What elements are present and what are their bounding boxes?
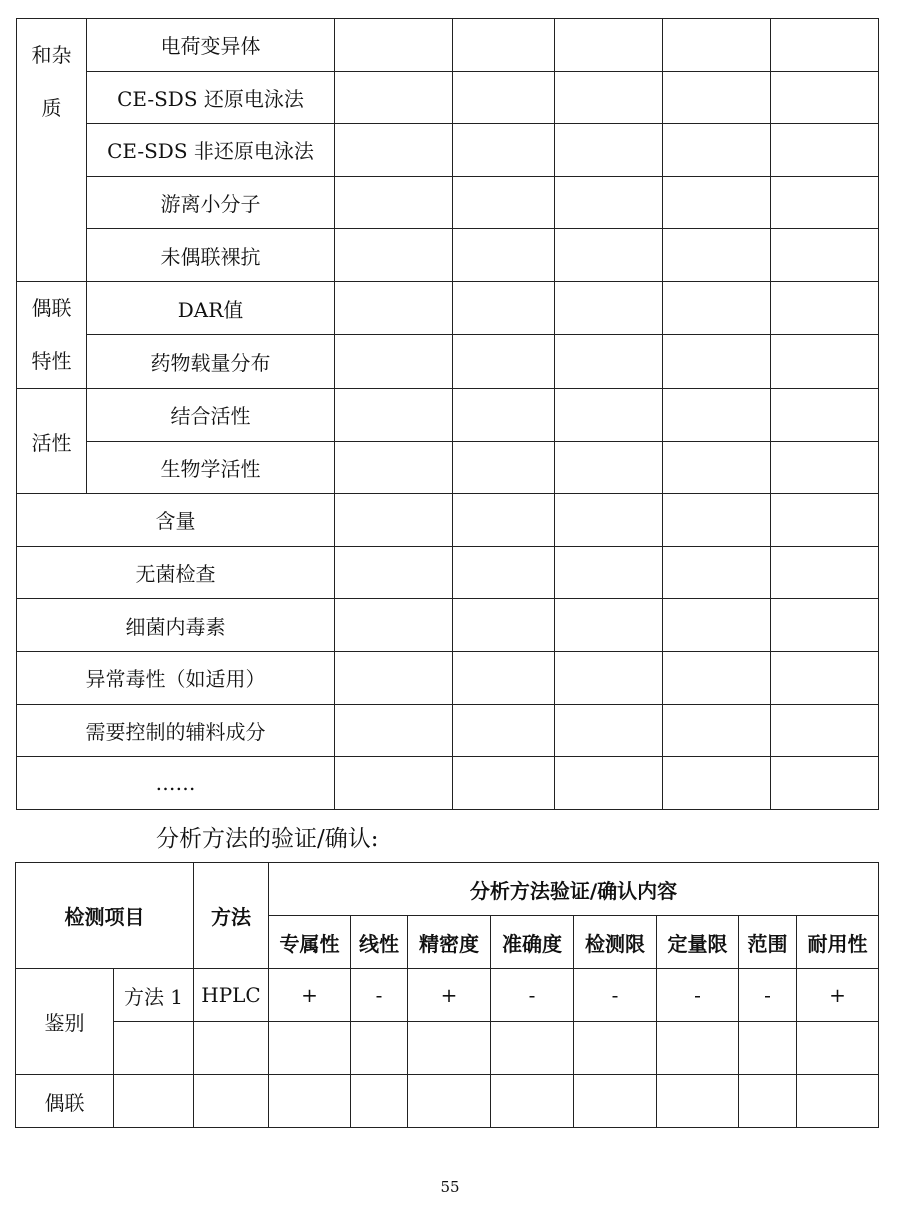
empty-cell (335, 599, 453, 652)
item-bioactivity: 生物学活性 (87, 441, 335, 494)
item-binding-activity: 结合活性 (87, 388, 335, 441)
empty-cell (555, 124, 663, 177)
empty-cell (663, 599, 771, 652)
empty-cell (555, 757, 663, 810)
row-identification: 鉴别 (16, 969, 114, 1075)
header-precision: 精密度 (408, 916, 491, 969)
empty-cell (453, 546, 555, 599)
empty-cell (555, 176, 663, 229)
empty-cell (771, 651, 879, 704)
empty-cell (663, 229, 771, 282)
empty-cell (335, 335, 453, 389)
empty-cell (269, 1022, 351, 1075)
empty-cell (797, 1022, 879, 1075)
empty-cell (771, 281, 879, 335)
empty-cell (663, 124, 771, 177)
empty-cell (771, 176, 879, 229)
section-caption: 分析方法的验证/确认: (156, 826, 379, 852)
item-sterility: 无菌检查 (17, 546, 335, 599)
empty-cell (351, 1075, 408, 1128)
empty-cell (739, 1075, 797, 1128)
empty-cell (663, 546, 771, 599)
empty-cell (771, 441, 879, 494)
empty-cell (771, 388, 879, 441)
group-impurity-line2: 质 (41, 96, 62, 120)
empty-cell (408, 1022, 491, 1075)
group-conjugation-line1: 偶联 (31, 295, 72, 320)
empty-cell (771, 71, 879, 124)
empty-cell (555, 599, 663, 652)
empty-cell (335, 281, 453, 335)
empty-cell (574, 1075, 657, 1128)
empty-cell (663, 441, 771, 494)
empty-cell (453, 651, 555, 704)
empty-cell (453, 441, 555, 494)
empty-cell (269, 1075, 351, 1128)
group-impurity-line1: 和杂 (31, 43, 72, 67)
empty-cell (657, 1022, 739, 1075)
empty-cell (194, 1075, 269, 1128)
empty-cell (555, 441, 663, 494)
empty-cell (453, 124, 555, 177)
header-specificity: 专属性 (269, 916, 351, 969)
empty-cell (771, 229, 879, 282)
header-validation-content: 分析方法验证/确认内容 (269, 863, 879, 916)
item-excipients: 需要控制的辅料成分 (17, 704, 335, 757)
empty-cell (491, 1075, 574, 1128)
empty-cell (555, 19, 663, 72)
empty-cell (453, 335, 555, 389)
empty-cell (574, 1022, 657, 1075)
empty-cell (335, 494, 453, 547)
item-ce-sds-nonreduced: CE-SDS 非还原电泳法 (87, 124, 335, 177)
empty-cell (335, 19, 453, 72)
header-accuracy: 准确度 (491, 916, 574, 969)
empty-cell (453, 494, 555, 547)
empty-cell (335, 704, 453, 757)
empty-cell (335, 441, 453, 494)
row-conjugation: 偶联 (16, 1075, 114, 1128)
empty-cell (771, 704, 879, 757)
empty-cell (335, 176, 453, 229)
group-activity-cell: 活性 (17, 388, 87, 493)
empty-cell (771, 757, 879, 810)
value-detection-limit: - (574, 969, 657, 1022)
empty-cell (453, 757, 555, 810)
empty-cell (335, 71, 453, 124)
empty-cell (663, 335, 771, 389)
empty-cell (335, 546, 453, 599)
item-drug-load-distribution: 药物载量分布 (87, 335, 335, 389)
empty-cell (663, 71, 771, 124)
item-dar: DAR值 (87, 281, 335, 335)
item-free-small-molecule: 游离小分子 (87, 176, 335, 229)
item-ce-sds-reduced: CE-SDS 还原电泳法 (87, 71, 335, 124)
empty-cell (351, 1022, 408, 1075)
empty-cell (663, 651, 771, 704)
empty-cell (114, 1022, 194, 1075)
empty-cell (663, 19, 771, 72)
header-detection-limit: 检测限 (574, 916, 657, 969)
method1-tech: HPLC (194, 969, 269, 1022)
empty-cell (555, 704, 663, 757)
empty-cell (657, 1075, 739, 1128)
item-endotoxin: 细菌内毒素 (17, 599, 335, 652)
empty-cell (555, 546, 663, 599)
empty-cell (555, 229, 663, 282)
header-linearity: 线性 (351, 916, 408, 969)
empty-cell (771, 599, 879, 652)
item-abnormal-toxicity: 异常毒性（如适用） (17, 651, 335, 704)
page-number: 55 (440, 1178, 460, 1196)
empty-cell (491, 1022, 574, 1075)
header-range: 范围 (739, 916, 797, 969)
empty-cell (555, 71, 663, 124)
item-unconjugated-antibody: 未偶联裸抗 (87, 229, 335, 282)
empty-cell (335, 229, 453, 282)
empty-cell (771, 19, 879, 72)
value-robustness: + (797, 969, 879, 1022)
value-precision: + (408, 969, 491, 1022)
header-robustness: 耐用性 (797, 916, 879, 969)
empty-cell (335, 388, 453, 441)
item-ellipsis: …… (17, 757, 335, 810)
empty-cell (555, 494, 663, 547)
empty-cell (453, 229, 555, 282)
empty-cell (453, 388, 555, 441)
empty-cell (771, 335, 879, 389)
method1-label: 方法 1 (114, 969, 194, 1022)
empty-cell (408, 1075, 491, 1128)
empty-cell (663, 281, 771, 335)
value-linearity: - (351, 969, 408, 1022)
empty-cell (771, 546, 879, 599)
group-conjugation-cell (17, 281, 87, 388)
empty-cell (739, 1022, 797, 1075)
empty-cell (453, 281, 555, 335)
empty-cell (771, 124, 879, 177)
empty-cell (663, 704, 771, 757)
empty-cell (453, 19, 555, 72)
value-quantitation-limit: - (657, 969, 739, 1022)
value-accuracy: - (491, 969, 574, 1022)
empty-cell (335, 757, 453, 810)
empty-cell (114, 1075, 194, 1128)
empty-cell (194, 1022, 269, 1075)
empty-cell (663, 388, 771, 441)
item-content: 含量 (17, 494, 335, 547)
empty-cell (335, 124, 453, 177)
value-specificity: + (269, 969, 351, 1022)
header-method: 方法 (194, 863, 269, 969)
empty-cell (555, 651, 663, 704)
empty-cell (663, 757, 771, 810)
empty-cell (335, 651, 453, 704)
header-quantitation-limit: 定量限 (657, 916, 739, 969)
empty-cell (555, 388, 663, 441)
empty-cell (453, 704, 555, 757)
empty-cell (797, 1075, 879, 1128)
empty-cell (453, 599, 555, 652)
empty-cell (663, 494, 771, 547)
empty-cell (453, 176, 555, 229)
empty-cell (555, 335, 663, 389)
empty-cell (771, 494, 879, 547)
empty-cell (555, 281, 663, 335)
empty-cell (453, 71, 555, 124)
item-charge-variants: 电荷变异体 (87, 19, 335, 72)
empty-cell (663, 176, 771, 229)
quality-attribute-table (16, 18, 879, 810)
value-range: - (739, 969, 797, 1022)
header-test-item: 检测项目 (16, 863, 194, 969)
group-conjugation-line2: 特性 (31, 348, 72, 373)
method-validation-table (15, 862, 879, 1128)
group-impurity-cell (17, 19, 87, 282)
